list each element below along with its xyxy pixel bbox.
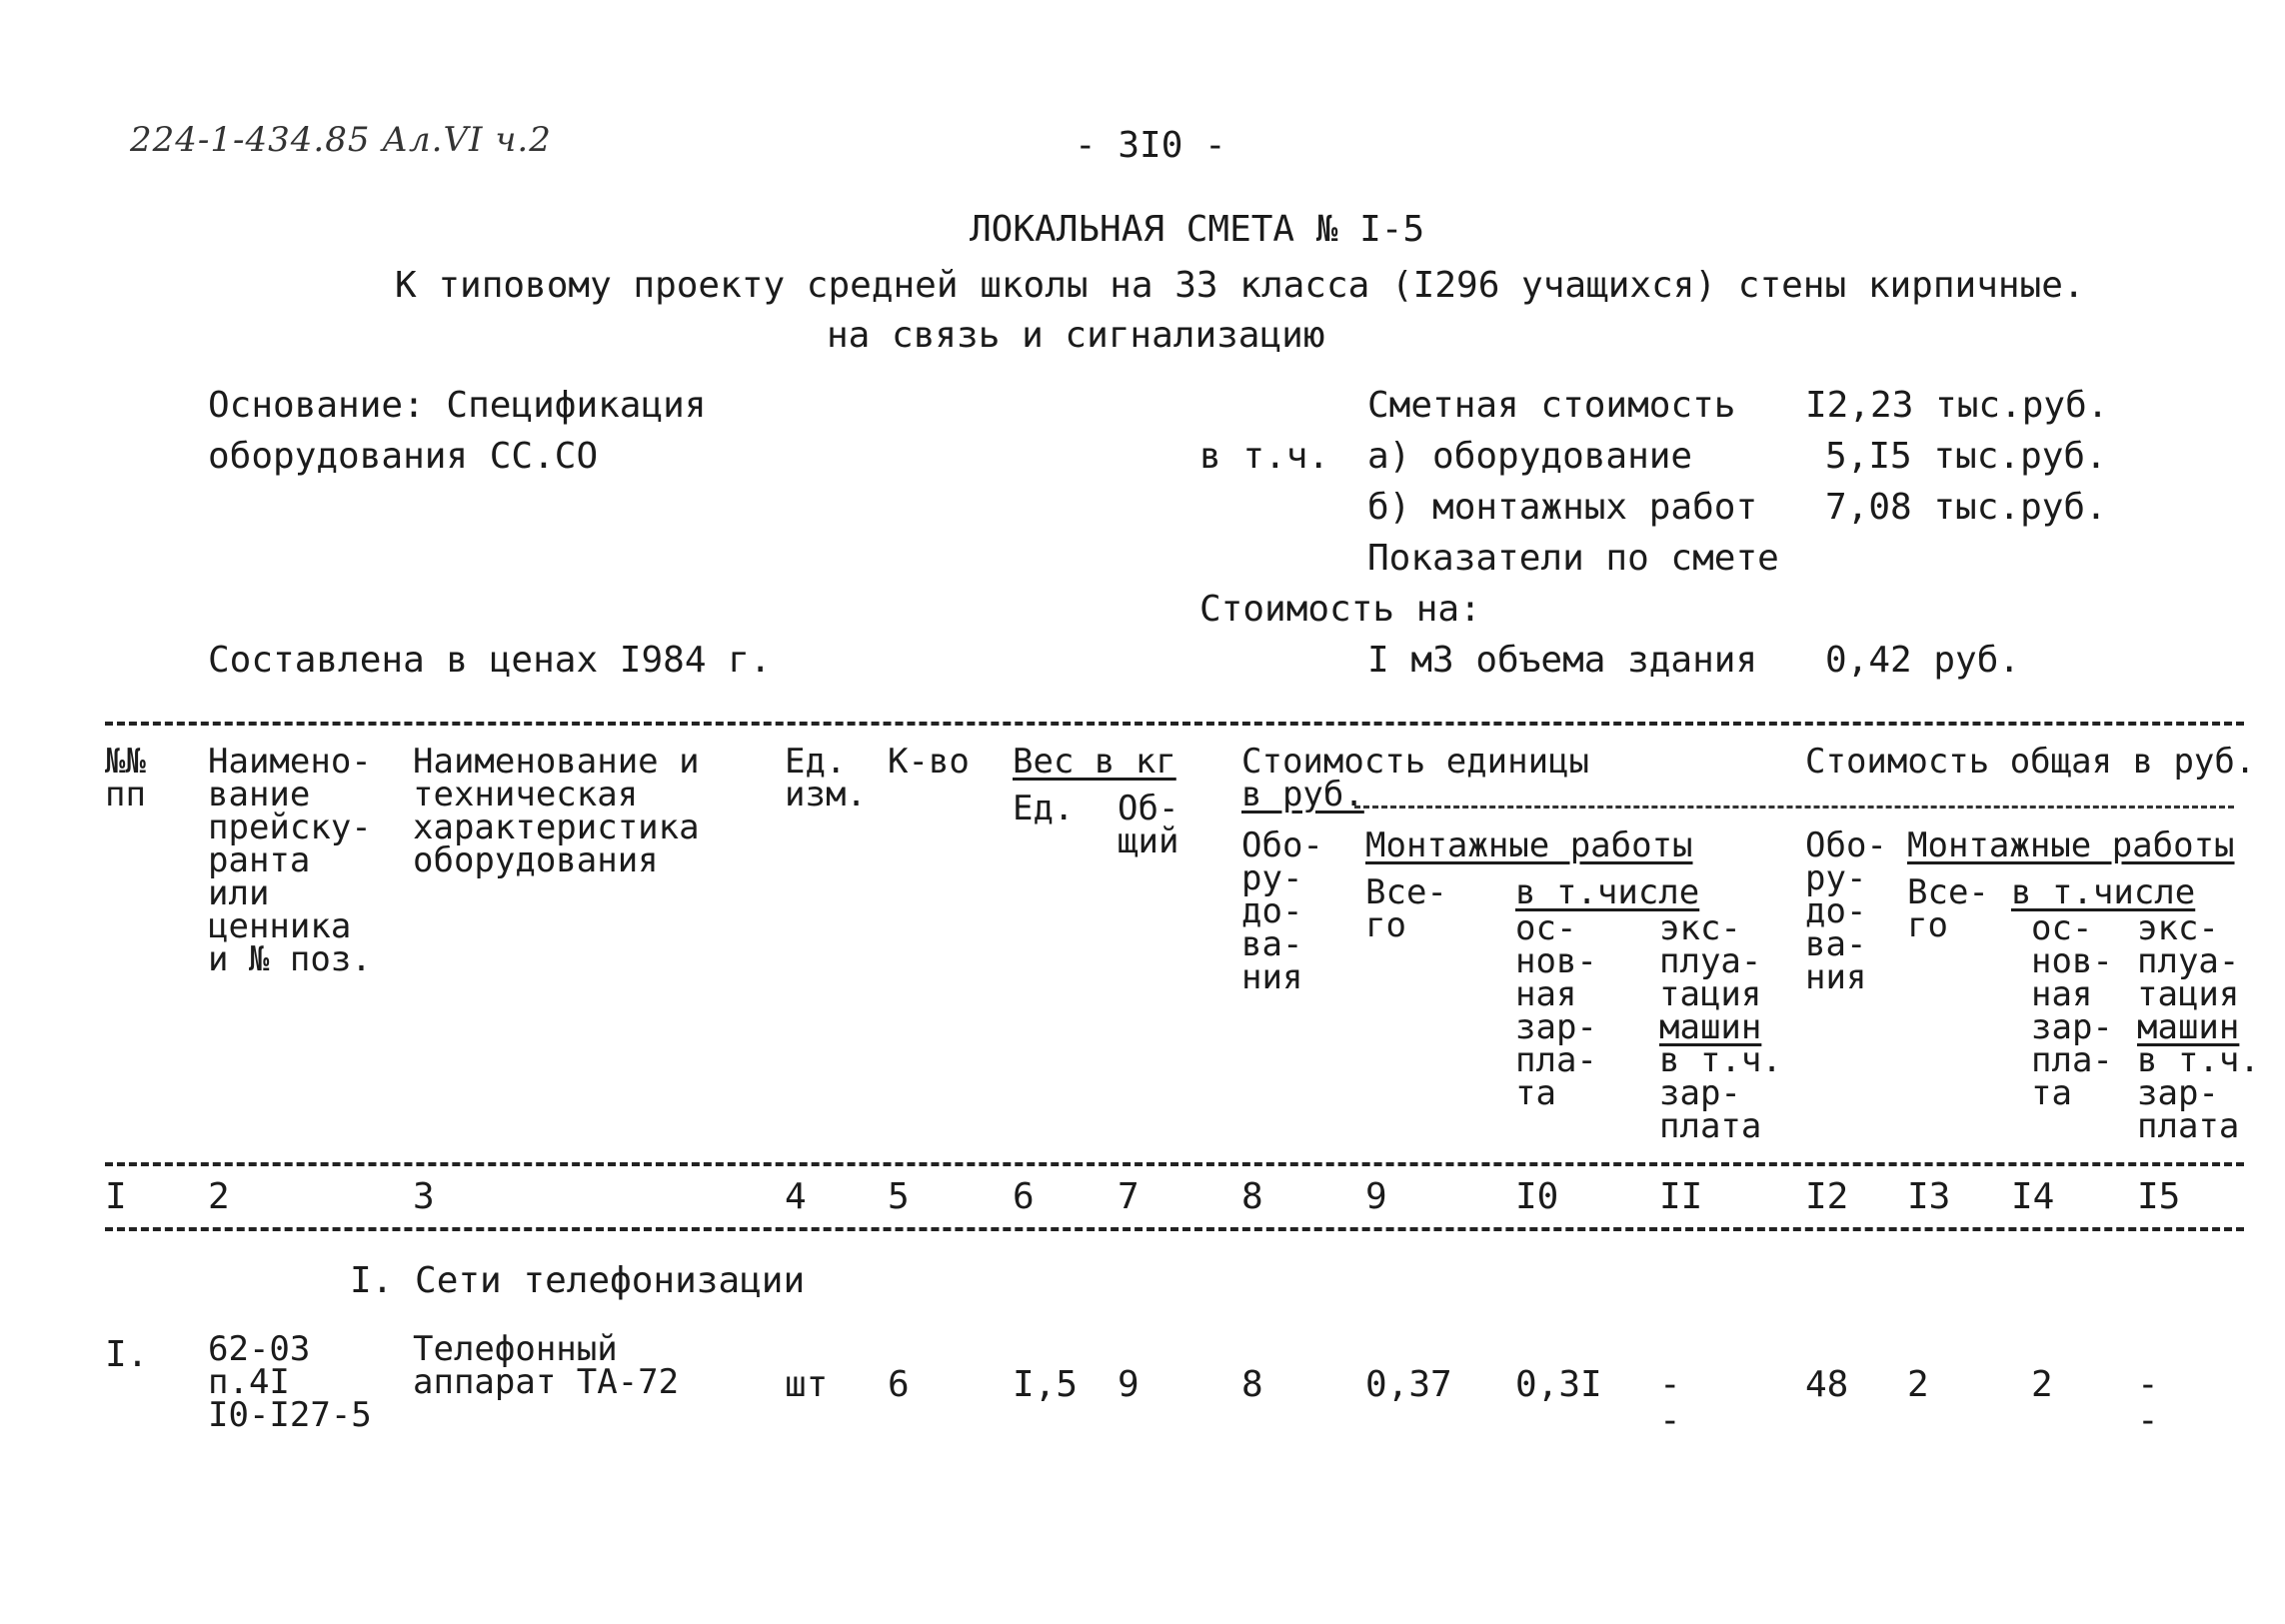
column-number: II — [1659, 1176, 1703, 1217]
equipment-cost-label: а) оборудование — [1367, 436, 1693, 477]
estimated-cost-label: Сметная стоимость — [1367, 385, 1736, 426]
header-total-mounting: Монтажные работы — [1907, 825, 2235, 865]
header-total-including: в т.числе — [2011, 872, 2196, 912]
document-subtitle-2: на связь и сигнализацию — [827, 315, 1325, 356]
header-unit-machines: экс- плуа- тация — [1659, 908, 1762, 1014]
document-code: 224-1-434.85 Ал.VI ч.2 — [130, 120, 552, 160]
header-total-cost: Стоимость общая в руб. — [1805, 742, 2256, 782]
column-number: 3 — [413, 1176, 435, 1217]
installation-cost-value: 7,08 тыс.руб. — [1825, 487, 2107, 528]
header-quantity: К-во — [888, 742, 970, 782]
header-unit-equipment: Обо- ру- до- ва- ния — [1241, 825, 1323, 997]
prices-year: Составлена в ценах I984 г. — [208, 640, 772, 681]
header-weight: Вес в кг — [1013, 742, 1176, 782]
row-total-machines-wage: - — [2137, 1400, 2159, 1441]
page-number: - 3I0 - — [1075, 125, 1226, 166]
column-number: I0 — [1515, 1176, 1559, 1217]
header-unit-cost-rub: в руб. — [1241, 775, 1364, 814]
row-unit-machines: - — [1659, 1364, 1681, 1405]
column-number: I4 — [2011, 1176, 2055, 1217]
row-weight-unit: I,5 — [1013, 1364, 1079, 1405]
row-unit-base-wage: 0,3I — [1515, 1364, 1602, 1405]
header-row-number: №№ пп — [105, 742, 146, 814]
estimated-cost-value: I2,23 тыс.руб. — [1805, 385, 2109, 426]
header-bottom-rule — [105, 1162, 2244, 1166]
header-unit-base-wage: ос- нов- ная зар- пла- та — [1515, 908, 1597, 1113]
column-number: 9 — [1365, 1176, 1387, 1217]
header-price-list: Наимено- вание прейску- ранта или ценника и № поз. — [208, 742, 372, 979]
header-unit: Ед. изм. — [785, 742, 867, 814]
row-total-machines: - — [2137, 1364, 2159, 1405]
header-unit-machines-label: машин — [1659, 1007, 1762, 1047]
cost-per-label: Стоимость на: — [1199, 589, 1481, 630]
row-unit: шт — [785, 1364, 829, 1405]
column-numbers-rule — [105, 1227, 2244, 1231]
row-weight-total: 9 — [1118, 1364, 1140, 1405]
document-title: ЛОКАЛЬНАЯ СМЕТА № I-5 — [970, 209, 1425, 250]
basis-label: Основание: Спецификация — [208, 385, 707, 426]
row-price-reference: 62-03 п.4I I0-I27-5 — [208, 1329, 372, 1435]
header-unit-including: в т.числе — [1515, 872, 1700, 912]
header-total-mounting-total: Все- го — [1907, 872, 1989, 945]
column-number: 7 — [1118, 1176, 1140, 1217]
header-total-base-wage: ос- нов- ная зар- пла- та — [2031, 908, 2113, 1113]
column-number: 5 — [888, 1176, 910, 1217]
column-number: I5 — [2137, 1176, 2181, 1217]
header-equipment-name: Наименование и техническая характеристика оборудования — [413, 742, 700, 880]
row-number: I. — [105, 1334, 149, 1375]
document-subtitle: К типовому проекту средней школы на 33 класса (I296 учащихся) стены кирпичные. — [395, 265, 2085, 306]
header-unit-machines-wage: в т.ч. зар- плата — [1659, 1040, 1782, 1146]
header-weight-total: Об- щий — [1118, 789, 1179, 861]
row-total-base-wage: 2 — [2031, 1364, 2053, 1405]
column-number: 6 — [1013, 1176, 1035, 1217]
indicators-label: Показатели по смете — [1367, 538, 1779, 579]
equipment-cost-value: 5,I5 тыс.руб. — [1825, 436, 2107, 477]
header-unit-mounting: Монтажные работы — [1365, 825, 1693, 865]
header-unit-cost: Стоимость единицы — [1241, 742, 1589, 782]
header-total-equipment: Обо- ру- до- ва- ния — [1805, 825, 1887, 997]
row-unit-equipment-cost: 8 — [1241, 1364, 1263, 1405]
row-total-equipment-cost: 48 — [1805, 1364, 1849, 1405]
table-top-rule — [105, 722, 2244, 726]
column-number: I3 — [1907, 1176, 1951, 1217]
header-unit-mounting-total: Все- го — [1365, 872, 1447, 945]
column-number: 2 — [208, 1176, 230, 1217]
row-unit-machines-wage: - — [1659, 1400, 1681, 1441]
row-quantity: 6 — [888, 1364, 910, 1405]
per-m3-label: I м3 объема здания — [1367, 640, 1758, 681]
row-equipment-name: Телефонный аппарат ТА-72 — [413, 1329, 680, 1402]
installation-cost-label: б) монтажных работ — [1367, 487, 1758, 528]
per-m3-value: 0,42 руб. — [1825, 640, 2021, 681]
header-total-machines-label: машин — [2137, 1007, 2240, 1047]
column-number: I2 — [1805, 1176, 1849, 1217]
basis-value: оборудования СС.СО — [208, 436, 599, 477]
row-total-mounting: 2 — [1907, 1364, 1929, 1405]
header-total-machines: экс- плуа- тация — [2137, 908, 2240, 1014]
cost-subheader-rule — [1354, 806, 2234, 809]
column-number: 4 — [785, 1176, 807, 1217]
column-number: I — [105, 1176, 127, 1217]
including-label: в т.ч. — [1199, 436, 1330, 477]
column-number: 8 — [1241, 1176, 1263, 1217]
row-unit-mounting-total: 0,37 — [1365, 1364, 1452, 1405]
header-total-machines-wage: в т.ч. зар- плата — [2137, 1040, 2260, 1146]
header-weight-unit: Ед. — [1013, 789, 1075, 828]
section-title: I. Сети телефонизации — [350, 1260, 806, 1301]
